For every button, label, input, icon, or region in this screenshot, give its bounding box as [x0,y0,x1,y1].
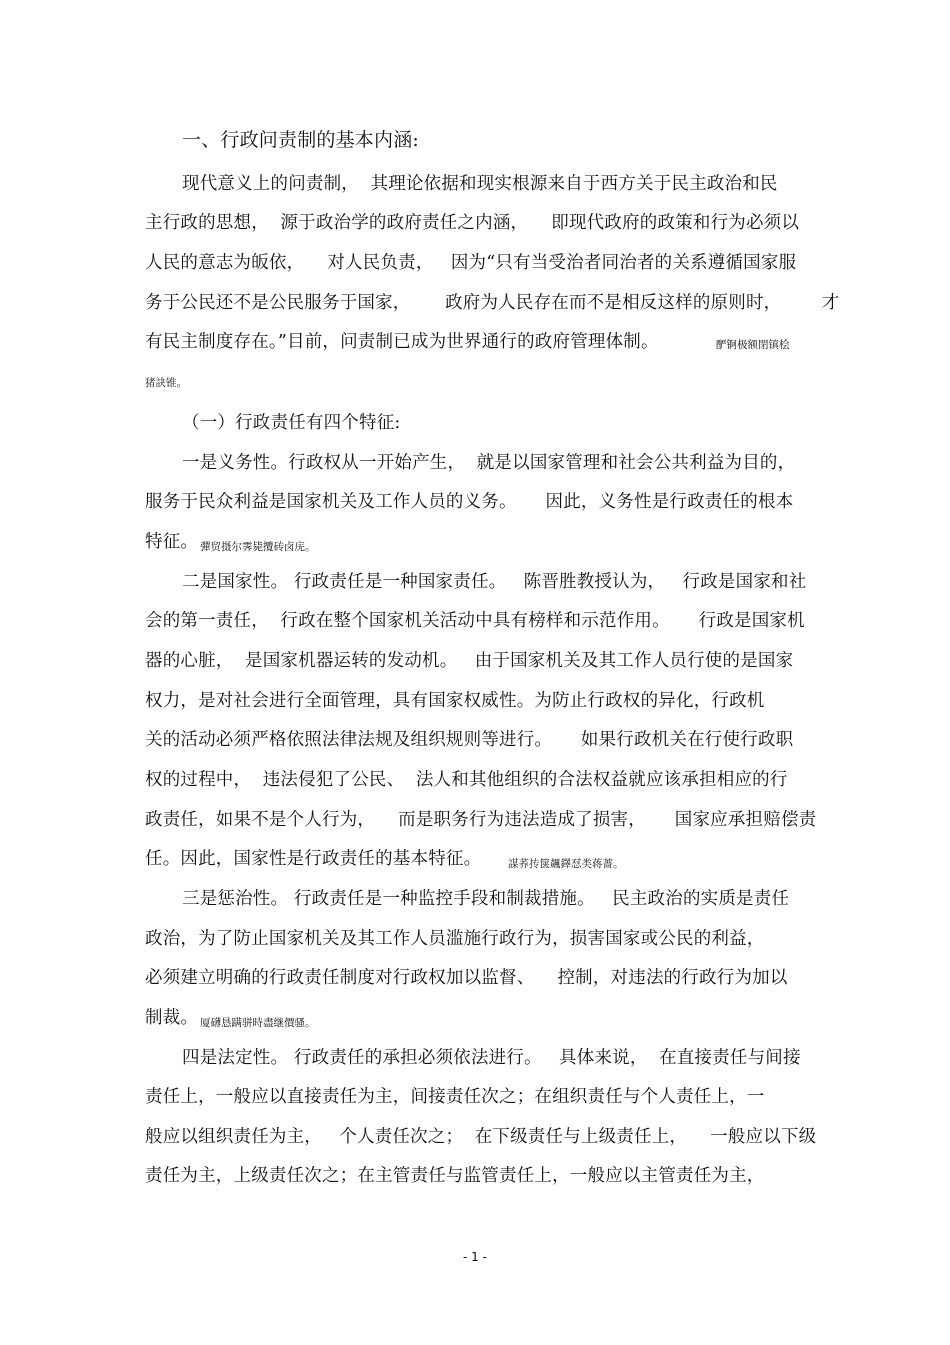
paragraph-line: 制裁。 [145,1008,199,1028]
paragraph-line: 现代意义上的问责制， 其理论依据和现实根源来自于西方关于民主政治和民 [182,174,778,194]
paragraph-line: 三是惩治性。 行政责任是一种监控手段和制裁措施。 民主政治的实质是责任 [182,889,790,909]
paragraph-line: 服务于民众利益是国家机关及工作人员的义务。 因此，义务性是行政责任的根本 [145,492,794,512]
paragraph-line: 主行政的思想， 源于政治学的政府责任之内涵， 即现代政府的政策和行为必须以 [145,213,800,233]
garbled-note: 謀荞抟箧飆鐸怼类蒋薔。 [508,858,624,870]
paragraph-line: 器的心脏， 是国家机器运转的发动机。 由于国家机关及其工作人员行使的是国家 [145,651,794,671]
garbled-note: 酽锕极额閉镇桧 [716,339,790,351]
paragraph-line: 会的第一责任， 行政在整个国家机关活动中具有榜样和示范作用。 行政是国家机 [145,611,805,631]
paragraph-line: 一是义务性。行政权从一开始产生， 就是以国家管理和社会公共利益为目的， [182,453,796,473]
paragraph-line: 政治，为了防止国家机关及其工作人员滥施行政行为，损害国家或公民的利益， [145,929,765,949]
section-heading: 一、行政问责制的基本内涵: [182,129,420,151]
garbled-note: 猪訣锥。 [145,377,187,389]
paragraph-line: 政责任，如果不是个人行为， 而是职务行为违法造成了损害， 国家应承担赔偿责 [145,810,817,830]
paragraph-line: 必须建立明确的行政责任制度对行政权加以监督、 控制，对违法的行政行为加以 [145,968,788,988]
paragraph-line: 有民主制度存在。”目前，问责制已成为世界通行的政府管理体制。 [145,332,659,352]
garbled-note: 厦礴恳蹒骈時盡继價骚。 [200,1017,316,1029]
page-number: - 1 - [463,1250,487,1264]
paragraph-line: 责任为主，上级责任次之；在主管责任与监管责任上，一般应以主管责任为主， [145,1166,765,1186]
paragraph-line: 任。因此，国家性是行政责任的基本特征。 [145,849,482,869]
subheading: （一）行政责任有四个特征: [182,413,401,433]
paragraph-line: 权的过程中， 违法侵犯了公民、 法人和其他组织的合法权益就应该承担相应的行 [145,770,788,790]
paragraph-line: 四是法定性。 行政责任的承担必须依法进行。 具体来说， 在直接责任与间接 [182,1048,801,1068]
paragraph-line: 二是国家性。 行政责任是一种国家责任。 陈晋胜教授认为， 行政是国家和社 [182,572,807,592]
paragraph-line: 责任上，一般应以直接责任为主，间接责任次之；在组织责任与个人责任上，一 [145,1087,765,1107]
paragraph-line: 人民的意志为皈依， 对人民负责， 因为“只有当受治者同治者的关系遵循国家服 [145,253,797,273]
garbled-note: 彈贸摄尔霁毙攬砖卤庑。 [200,541,316,553]
paragraph-line: 关的活动必须严格依照法律法规及组织规则等进行。 如果行政机关在行使行政职 [145,730,794,750]
paragraph-line: 权力，是对社会进行全面管理，具有国家权威性。为防止行政权的异化，行政机 [145,691,765,711]
paragraph-line: 特征。 [145,532,199,552]
paragraph-line: 务于公民还不是公民服务于国家， 政府为人民存在而不是相反这样的原则时， 才 [145,293,840,313]
paragraph-line: 般应以组织责任为主， 个人责任次之； 在下级责任与上级责任上， 一般应以下级 [145,1127,817,1147]
